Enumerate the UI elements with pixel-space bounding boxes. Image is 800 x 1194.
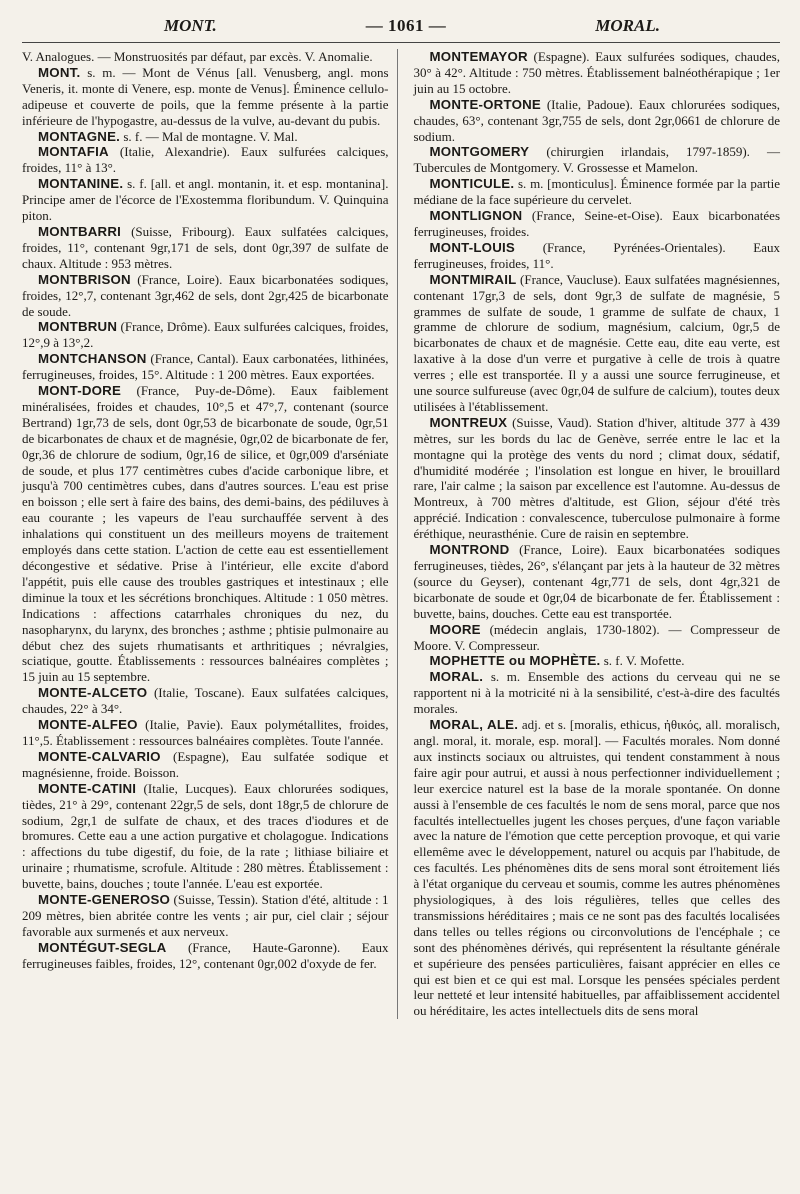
entry-headword: MONTLIGNON xyxy=(429,208,523,224)
dictionary-entry xyxy=(414,272,781,415)
entry-headword: MOPHETTE ou MOPHÈTE. xyxy=(429,653,601,669)
dictionary-entry xyxy=(414,717,781,1019)
entry-text: (Espagne). Eaux sulfurées sodiques, chaudes, 30° à 42°. Altitude : 750 mètres. Établissement balnéothérapique ; 1er juin au 15 octobre. xyxy=(413,49,780,96)
entry-text: (France, Vaucluse). Eaux sulfatées magnésiennes, contenant 17gr,3 de sels, dont 9gr,3 de sulfate de magnésie, 5 grammes de sulfate de soude, 1 gramme de sulfate de chaux, 1 gramme de chlorure de sodium, magnésium, calcium, 0gr,5 de bicarbonates de chaux et de magnésie. Cette eau, dite eau verte, est laxative à la dose d'un verre et purgative à celle de trois à quatre verres ; elle est transportée. Il y a aussi une source ferrugineuse, et une source sulfureuse (avec 0gr,04 de sulfure de calcium), toutes deux utilisées à l'établissement. xyxy=(413,271,780,414)
entry-headword: MONT-LOUIS xyxy=(429,239,515,255)
dictionary-entry xyxy=(414,144,781,176)
entry-text: (Italie, Pavie). Eaux polymétallites, froides, 11°,5. Établissement : ressources balnéaires complètes. Toute l'année. xyxy=(22,717,389,748)
header-right-word: MORAL. xyxy=(595,16,660,35)
entry-text: s. m. — Mont de Vénus [all. Venusberg, angl. mons Veneris, it. monte di Venere, esp. monte de Venus]. Éminence cellulo-adipeuse et couverte de poils, que la femme présente à la partie inférieure de l'hypogastre, au-dessus de la vulve, au-devant du pubis. xyxy=(22,64,389,128)
dictionary-entry xyxy=(22,49,389,65)
entry-headword: MORAL, ALE. xyxy=(429,717,519,733)
entry-text: (médecin anglais, 1730-1802). — Compresseur de Moore. V. Compresseur. xyxy=(413,621,780,653)
entry-headword: MONTE-ALCETO xyxy=(38,685,148,701)
entry-text: (Espagne), Eau sulfatée sodique et magnésienne, froide. Boisson. xyxy=(22,748,389,780)
entry-text: (France, Pyrénées-Orientales). Eaux ferrugineuses, froides, 11°. xyxy=(413,239,781,271)
entry-text: (Italie, Toscane). Eaux sulfatées calciques, chaudes, 22° à 34°. xyxy=(22,685,389,717)
entry-text: (France, Haute-Garonne). Eaux ferrugineuses faibles, froides, 12°, contenant 0gr,002 d'oxyde de fer. xyxy=(22,939,389,971)
entry-headword: MONTÉGUT-SEGLA xyxy=(38,939,167,955)
right-column xyxy=(414,49,781,1019)
entry-headword: MOORE xyxy=(429,621,481,637)
page-header xyxy=(22,16,780,36)
dictionary-entry xyxy=(22,749,389,781)
left-column xyxy=(22,49,398,1019)
dictionary-entry xyxy=(414,49,781,97)
entry-text: (France, Loire). Eaux bicarbonatées sodiques, froides, 12°,7, contenant 3gr,462 de sels, dont 2gr,425 de bicarbonate de soude. xyxy=(22,271,389,319)
dictionary-entry xyxy=(22,224,389,272)
entry-headword: MONTE-ALFEO xyxy=(38,717,138,733)
entry-headword: MONTAGNE. xyxy=(38,128,121,144)
dictionary-entry xyxy=(414,669,781,717)
dictionary-entry xyxy=(22,781,389,892)
entry-text: (Suisse, Fribourg). Eaux sulfatées calciques, froides, 11°, contenant 9gr,171 de sels, dont 0gr,397 de sulfate de chaux. Altitude : 953 mètres. xyxy=(22,223,389,271)
dictionary-entry xyxy=(22,272,389,320)
entry-text: s. f. — Mal de montagne. V. Mal. xyxy=(123,128,298,144)
dictionary-entry xyxy=(414,208,781,240)
dictionary-entry xyxy=(414,97,781,145)
dictionary-entry xyxy=(22,940,389,972)
entry-text: (France, Puy-de-Dôme). Eaux faiblement minéralisées, froides et chaudes, 10°,5 et 47°,7, contenant (source Bertrand) 1gr,73 de sels, dont 0gr,53 de bicarbonate de soude, 0gr,51 de bicarbonates de chaux et de magnésie, 0gr,02 de bicarbonate de fer, 0gr,36 de chlorure de sodium, 0gr,16 de silice, et 0gr,009 d'arséniate de soude, et plus 177 centimètres cubes d'acide carbonique libre, et jusqu'à 700 centimètres cubes, dans d'autres sources. L'eau est prise en boisson ; elle sert à faire des bains, des demi-bains, des pédiluves à eau courante ; les vapeurs de l'eau surchauffée servent à des inhalations qui constituent un des meilleurs moyens de traitement employés dans cette station. L'action de cette eau est essentiellement décongestive et sédative. Prise à l'intérieur, elle excite d'abord l'appétit, puis elle cause des troubles gastriques et intestinaux ; elle diminue la toux et les sécrétions bronchiques. Altitude : 1 050 mètres. Indications : affections catarrhales chroniques du nez, du nasopharynx, du larynx, des bronches ; asthme ; phtisie pulmonaire au début chez des sujets rhumatisants et arthritiques ; névralgies, sciatique, goutte. Établissements : ressources balnéaires complètes ; 15 juin au 15 septembre. xyxy=(22,383,389,685)
entry-headword: MONTAFIA xyxy=(38,144,109,160)
entry-text: s. f. [all. et angl. montanin, it. et esp. montanina]. Principe amer de l'écorce de l'Exostemma floribundum. V. Quinquina piton. xyxy=(22,176,389,224)
entry-headword: MONT-DORE xyxy=(38,383,122,399)
entry-text: s. m. Ensemble des actions du cerveau qui ne se rapportent ni à la motricité ni à la sensibilité, c'est-à-dire des facultés morales. xyxy=(413,669,780,717)
entry-text: (France, Drôme). Eaux sulfurées calciques, froides, 12°,9 à 13°,2. xyxy=(22,319,389,351)
entry-text: (Suisse, Tessin). Station d'été, altitude : 1 209 mètres, bien abritée contre les vents ; air pur, ciel clair ; séjour favorable aux surmenés et aux nerveux. xyxy=(22,892,389,939)
entry-text: (France, Loire). Eaux bicarbonatées sodiques ferrugineuses, tièdes, 26°, s'élançant par jets à la hauteur de 32 mètres (source du Geyser), contenant 4gr,771 de sels, dont 4gr,321 de bicarbonate de soude et 0gr,04 de bicarbonate de fer. Établissement : buvette, bains, douches. Cette eau est transportée. xyxy=(413,542,781,621)
dictionary-entry xyxy=(22,351,389,383)
entry-headword: MONTE-GENEROSO xyxy=(38,892,171,908)
entry-headword: MONTANINE. xyxy=(38,176,124,192)
entry-headword: MONTBARRI xyxy=(38,223,122,239)
entry-text: (France, Cantal). Eaux carbonatées, lithinées, ferrugineuses, froides, 15°. Altitude : 1 200 mètres. Eaux exportées. xyxy=(22,351,389,383)
entry-headword: MONT. xyxy=(38,64,81,80)
entry-text: s. f. V. Mofette. xyxy=(603,653,685,669)
entry-headword: MONTREUX xyxy=(429,414,508,430)
dictionary-entry xyxy=(22,65,389,129)
dictionary-entry xyxy=(22,319,389,351)
entry-headword: MONTE-CATINI xyxy=(38,780,137,796)
entry-text: V. Analogues. — Monstruosités par défaut, par excès. V. Anomalie. xyxy=(22,49,373,64)
header-rule xyxy=(22,42,780,43)
entry-headword: MONTICULE. xyxy=(429,176,515,192)
entry-headword: MONTBRISON xyxy=(38,271,131,287)
dictionary-entry xyxy=(414,240,781,272)
entry-text: s. m. [monticulus]. Éminence formée par la partie médiane de la face supérieure du cervelet. xyxy=(413,176,781,208)
dictionary-entry xyxy=(22,685,389,717)
entry-text: (Italie, Padoue). Eaux chlorurées sodiques, chaudes, 63°, contenant 3gr,755 de sels, dont 2gr,0661 de chlorure de sodium. xyxy=(413,96,781,144)
entry-headword: MORAL. xyxy=(429,669,484,685)
entry-text: (Suisse, Vaud). Station d'hiver, altitude 377 à 439 mètres, sur les bords du lac de Genève, serrée entre le lac et la montagne qui la protège des vents du nord ; climat doux, sédatif, d'humidité modérée ; l'insolation est longue en hiver, le brouillard rare, l'air calme ; la saison par excellence est l'automne. Au-dessus de Montreux, à 700 mètres d'altitude, est Glion, séjour d'été très apprécié. Indication : convalescence, tuberculose pulmonaire à forme éréthique, neurasthénie. Cure de raisin en septembre. xyxy=(413,414,781,542)
dictionary-entry xyxy=(22,892,389,940)
entry-text: (Italie, Alexandrie). Eaux sulfurées calciques, froides, 11° à 13°. xyxy=(22,144,389,176)
dictionary-entry xyxy=(22,717,389,749)
entry-headword: MONTE-ORTONE xyxy=(429,96,541,112)
dictionary-entry xyxy=(414,542,781,622)
dictionary-entry xyxy=(414,176,781,208)
dictionary-entry xyxy=(22,129,389,145)
entry-text: (France, Seine-et-Oise). Eaux bicarbonatées ferrugineuses, froides. xyxy=(413,208,780,239)
entry-headword: MONTMIRAIL xyxy=(429,271,517,287)
entry-headword: MONTGOMERY xyxy=(429,144,530,160)
dictionary-entry xyxy=(22,144,389,176)
dictionary-entry xyxy=(22,176,389,224)
page-number: — 1061 — xyxy=(365,16,447,35)
entry-text: (chirurgien irlandais, 1797-1859). — Tubercules de Montgomery. V. Grossesse et Mamelon. xyxy=(413,144,780,176)
header-left-word: MONT. xyxy=(164,16,217,35)
dictionary-entry xyxy=(22,383,389,685)
entry-text: adj. et s. [moralis, ethicus, ἠθικός, all. moralisch, angl. moral, it. morale, esp. moral]. — Facultés morales. Nom donné aux instincts sociaux ou altruistes, qui tendent constamment à nous faire agir pour autrui, et aussi à nous perfectionner individuellement ; leur exercice naturel est la base de la morale spontanée. On donne aussi à l'ensemble de ces facultés le nom de sens moral, parce que nos facultés intellectuelles jugent les choses perçues, d'une façon variable avec la nature de l'émotion que cette perception provoque, et qui varie ellemême avec le développement, naturel ou acquis par l'habitude, de ces facultés. Les phénomènes dits de sens moral sont étroitement liés à l'état organique du cerveau et soumis, comme les autres phénomènes physiologiques, à des lois régulières, telles que celles des transmissions héréditaires ; mais ce ne sont pas des facultés localisées dans telles ou telles régions ou circonvolutions de l'encéphale ; ce sont des phénomènes dérivés, qui représentent la résultante générale et supérieure des pensées particulières, faisant apprécier en elles ce qui est bien et ce qui est mal. Lorsque les pensées spéciales perdent leur netteté et leur intensité habituelles, par affaiblissement accidentel ou héréditaire, les actes intellectuels dits de sens moral xyxy=(413,717,780,1019)
entry-headword: MONTE-CALVARIO xyxy=(38,748,161,764)
dictionary-entry xyxy=(414,622,781,654)
two-column-body xyxy=(22,49,780,1019)
dictionary-entry xyxy=(414,415,781,542)
dictionary-entry xyxy=(414,653,781,669)
entry-headword: MONTROND xyxy=(429,542,510,558)
entry-text: (Italie, Lucques). Eaux chlorurées sodiques, tièdes, 21° à 29°, contenant 22gr,5 de sels, dont 18gr,5 de chlorure de sodium, 2gr,1 de sulfate de chaux, et des traces d'iodures et de bromures. Cette eau a une action purgative et cholagogue. Indications : affections du tube digestif, du foie, de la rate ; lithiase biliaire et urinaire ; rhumatisme, scrofule. Altitude : 280 mètres. Établissement : buvette, bains, douches ; toute l'année. L'eau est exportée. xyxy=(22,780,389,892)
entry-headword: MONTEMAYOR xyxy=(429,49,528,64)
entry-headword: MONTBRUN xyxy=(38,319,118,335)
entry-headword: MONTCHANSON xyxy=(38,351,147,367)
